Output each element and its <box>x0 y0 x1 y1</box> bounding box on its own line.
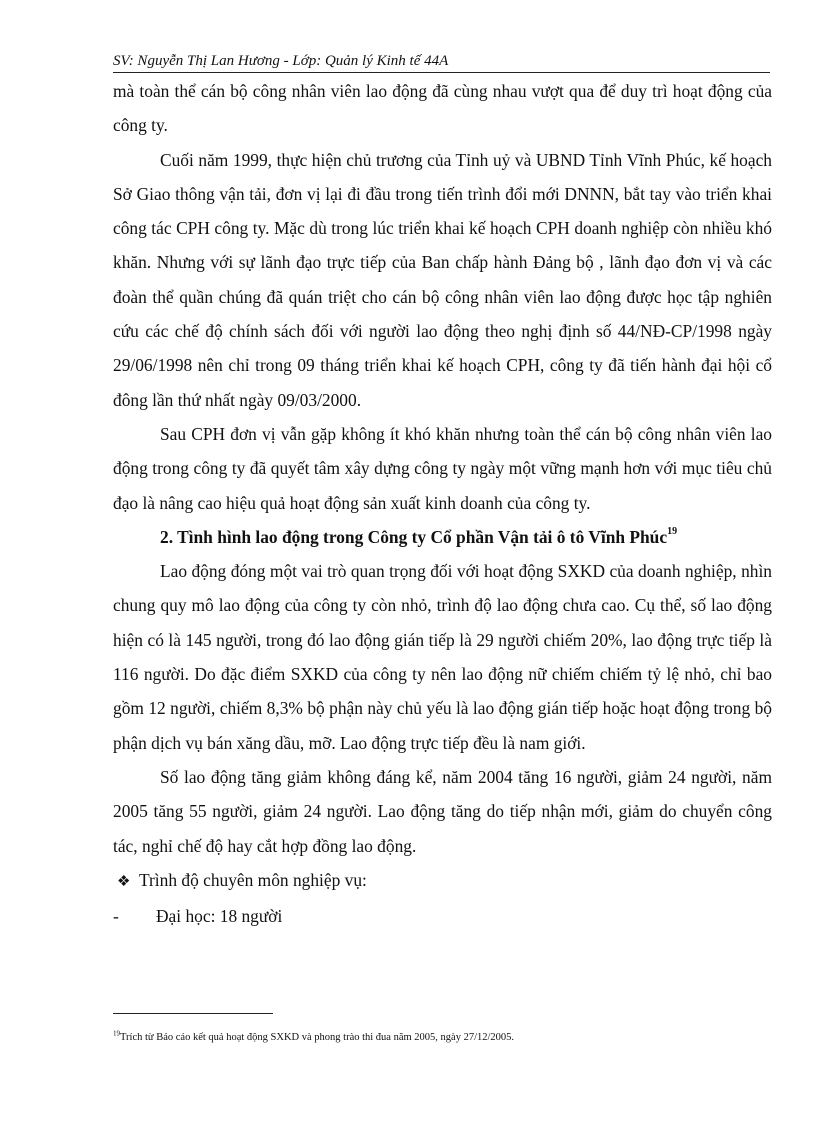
dash-marker: - <box>113 906 119 927</box>
section-heading-text: 2. Tình hình lao động trong Công ty Cổ phần Vận tải ô tô Vĩnh Phúc <box>160 526 668 547</box>
paragraph-continuation: mà toàn thể cán bộ công nhân viên lao động đã cùng nhau vượt qua để duy trì hoạt động của công ty. <box>113 81 772 136</box>
list-item-text: Đại học: 18 người <box>156 906 283 927</box>
diamond-bullet-icon: ❖ <box>117 873 131 890</box>
footnote <box>113 1031 773 1044</box>
section-heading <box>113 520 772 554</box>
footnote-separator <box>113 1013 273 1014</box>
paragraph-labor-change: Số lao động tăng giảm không đáng kể, năm 2004 tăng 16 người, giảm 24 người, năm 2005 tăng 55 người, giảm 24 người. Lao động tăng do tiếp nhận mới, giảm do chuyển công tác, nghỉ chế độ hay cắt hợp đồng lao động. <box>113 766 772 856</box>
page-header <box>113 52 770 73</box>
bullet-item <box>113 863 772 899</box>
footnote-number: 19 <box>113 1029 120 1038</box>
paragraph-cph-history: Cuối năm 1999, thực hiện chủ trương của Tỉnh uỷ và UBND Tỉnh Vĩnh Phúc, kế hoạch Sở Giao thông vận tải, đơn vị lại đi đầu trong tiến trình đổi mới DNNN, bắt tay vào triển khai công tác CPH công ty. Mặc dù trong lúc triển khai kế hoạch CPH doanh nghiệp còn nhiều khó khăn. Nhưng với sự lãnh đạo trực tiếp của Ban chấp hành Đảng bộ , lãnh đạo đơn vị và các đoàn thể quần chúng đã quán triệt cho cán bộ công nhân viên lao động được học tập nghiên cứu các chế độ chính sách đối với người lao động theo nghị định số 44/NĐ-CP/1998 ngày 29/06/1998 nên chỉ trong 09 tháng triển khai kế hoạch CPH, công ty đã tiến hành đại hội cổ đông lần thứ nhất ngày 09/03/2000. <box>113 149 772 410</box>
document-body <box>113 74 772 933</box>
list-item <box>113 899 772 933</box>
paragraph-after-cph: Sau CPH đơn vị vẫn gặp không ít khó khăn nhưng toàn thể cán bộ công nhân viên lao động trong công ty đã quyết tâm xây dựng công ty ngày một vững mạnh hơn với mục tiêu chủ đạo là nâng cao hiệu quả hoạt động sản xuất kinh doanh của công ty. <box>113 423 772 513</box>
footnote-reference[interactable]: 19 <box>667 526 678 538</box>
bullet-item-text: Trình độ chuyên môn nghiệp vụ: <box>139 869 367 890</box>
footnote-text: Trích từ Báo cáo kết quả hoạt động SXKD và phong trào thi đua năm 2005, ngày 27/12/2005. <box>120 1032 515 1043</box>
page-header-text: SV: Nguyễn Thị Lan Hương - Lớp: Quản lý Kinh tế 44A <box>113 53 449 69</box>
paragraph-labor-overview: Lao động đóng một vai trò quan trọng đối với hoạt động SXKD của doanh nghiệp, nhìn chung quy mô lao động của công ty còn nhỏ, trình độ lao động chưa cao. Cụ thể, số lao động hiện có là 145 người, trong đó lao động gián tiếp là 29 người chiếm 20%, lao động trực tiếp là 116 người. Do đặc điểm SXKD của công ty nên lao động nữ chiếm chiếm tỷ lệ nhỏ, chỉ bao gồm 12 người, chiếm 8,3% bộ phận này chủ yếu là lao động gián tiếp hoặc hoạt động trong bộ phận dịch vụ bán xăng dầu, mỡ. Lao động trực tiếp đều là nam giới. <box>113 561 772 753</box>
